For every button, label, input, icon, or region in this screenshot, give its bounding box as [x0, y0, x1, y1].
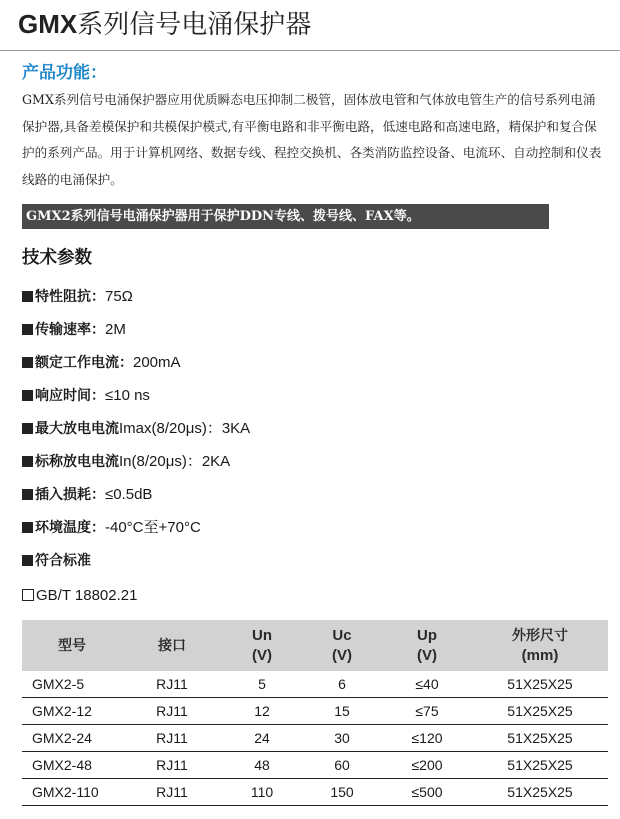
spec-label: 环境温度： [35, 520, 105, 536]
spec-value: 2M [105, 321, 126, 338]
spec-item [22, 384, 250, 417]
col-header-un [222, 620, 302, 671]
title-series-code: GMX [18, 9, 78, 39]
cell-un: 110 [222, 779, 302, 806]
cell-up: ≤500 [382, 779, 472, 806]
cell-up: ≤40 [382, 671, 472, 698]
square-bullet-icon [22, 489, 33, 500]
cell-model: GMX2-110 [22, 779, 122, 806]
spec-value: In(8/20μs)：2KA [119, 453, 231, 470]
cell-size: 51X25X25 [472, 698, 608, 725]
col-header-up [382, 620, 472, 671]
square-bullet-icon [22, 390, 33, 401]
table-header-row [22, 620, 608, 671]
square-bullet-icon [22, 555, 33, 566]
cell-size: 51X25X25 [472, 752, 608, 779]
col-header-un-label: Un [252, 626, 272, 644]
cell-uc: 60 [302, 752, 382, 779]
table-row [22, 725, 608, 752]
cell-uc: 15 [302, 698, 382, 725]
spec-item [22, 351, 250, 384]
cell-port: RJ11 [122, 752, 222, 779]
cell-size: 51X25X25 [472, 779, 608, 806]
col-header-uc-unit: (V) [332, 646, 352, 664]
spec-value: 200mA [133, 354, 181, 371]
cell-model: GMX2-24 [22, 725, 122, 752]
spec-label: 插入损耗： [35, 487, 105, 503]
cell-uc: 150 [302, 779, 382, 806]
spec-item [22, 549, 250, 582]
col-header-up-label: Up [417, 626, 437, 644]
cell-model: GMX2-48 [22, 752, 122, 779]
cell-uc: 30 [302, 725, 382, 752]
square-bullet-icon [22, 456, 33, 467]
spec-value: Imax(8/20μs)：3KA [119, 420, 251, 437]
tech-heading: 技术参数 [22, 248, 92, 268]
spec-label: 额定工作电流： [35, 355, 133, 371]
table-row [22, 752, 608, 779]
features-heading: 产品功能： [22, 63, 107, 83]
spec-value: 75Ω [105, 288, 133, 305]
cell-port: RJ11 [122, 779, 222, 806]
cell-up: ≤200 [382, 752, 472, 779]
col-header-model: 型号 [22, 620, 122, 671]
cell-up: ≤75 [382, 698, 472, 725]
cell-un: 12 [222, 698, 302, 725]
col-header-size-unit: (mm) [521, 646, 559, 664]
cell-un: 5 [222, 671, 302, 698]
page-title [18, 4, 311, 45]
checkbox-square-icon [22, 589, 34, 601]
cell-model: GMX2-5 [22, 671, 122, 698]
col-header-uc [302, 620, 382, 671]
spec-label: 最大放电电流 [35, 421, 119, 437]
col-header-size-label: 外形尺寸 [512, 627, 568, 644]
cell-up: ≤120 [382, 725, 472, 752]
spec-label: 标称放电电流 [35, 454, 119, 470]
cell-size: 51X25X25 [472, 671, 608, 698]
square-bullet-icon [22, 522, 33, 533]
cell-un: 24 [222, 725, 302, 752]
cell-uc: 6 [302, 671, 382, 698]
title-product-name: 系列信号电涌保护器 [77, 10, 312, 40]
title-divider [0, 50, 620, 51]
col-header-un-unit: (V) [252, 646, 272, 664]
table-row [22, 698, 608, 725]
spec-item [22, 483, 250, 516]
spec-value: -40°C至+70°C [105, 519, 201, 536]
spec-item [22, 450, 250, 483]
spec-label: 响应时间： [35, 388, 105, 404]
col-header-uc-label: Uc [332, 626, 352, 644]
col-header-size [472, 620, 608, 671]
cell-un: 48 [222, 752, 302, 779]
square-bullet-icon [22, 357, 33, 368]
spec-list [22, 285, 250, 582]
spec-label: 符合标准 [35, 553, 91, 569]
standard-code: GB/T 18802.21 [36, 587, 138, 604]
cell-port: RJ11 [122, 698, 222, 725]
square-bullet-icon [22, 324, 33, 335]
col-header-port: 接口 [122, 620, 222, 671]
spec-value: ≤10 ns [105, 387, 150, 404]
spec-value: ≤0.5dB [105, 486, 153, 503]
spec-item [22, 318, 250, 351]
highlight-band: GMX2系列信号电涌保护器用于保护DDN专线、拨号线、FAX等。 [22, 204, 549, 229]
cell-port: RJ11 [122, 725, 222, 752]
square-bullet-icon [22, 291, 33, 302]
square-bullet-icon [22, 423, 33, 434]
spec-item [22, 516, 250, 549]
cell-port: RJ11 [122, 671, 222, 698]
spec-item [22, 285, 250, 318]
features-paragraph: GMX系列信号电涌保护器应用优质瞬态电压抑制二极管，固体放电管和气体放电管生产的信号系列电涌保护器,具备差模保护和共模保护模式,有平衡电路和非平衡电路，低速电路和高速电路，精保护和复合保护的系列产品。用于计算机网络、数据专线、程控交换机、各类消防监控设备、电流环、自动控制和仪表线路的电涌保护。 [22, 92, 602, 187]
standard-line [22, 584, 137, 608]
spec-label: 特性阻抗： [35, 289, 105, 305]
cell-size: 51X25X25 [472, 725, 608, 752]
cell-model: GMX2-12 [22, 698, 122, 725]
col-header-up-unit: (V) [417, 646, 437, 664]
table-row [22, 779, 608, 806]
spec-table [22, 620, 608, 806]
table-row [22, 671, 608, 698]
spec-item [22, 417, 250, 450]
spec-label: 传输速率： [35, 322, 105, 338]
